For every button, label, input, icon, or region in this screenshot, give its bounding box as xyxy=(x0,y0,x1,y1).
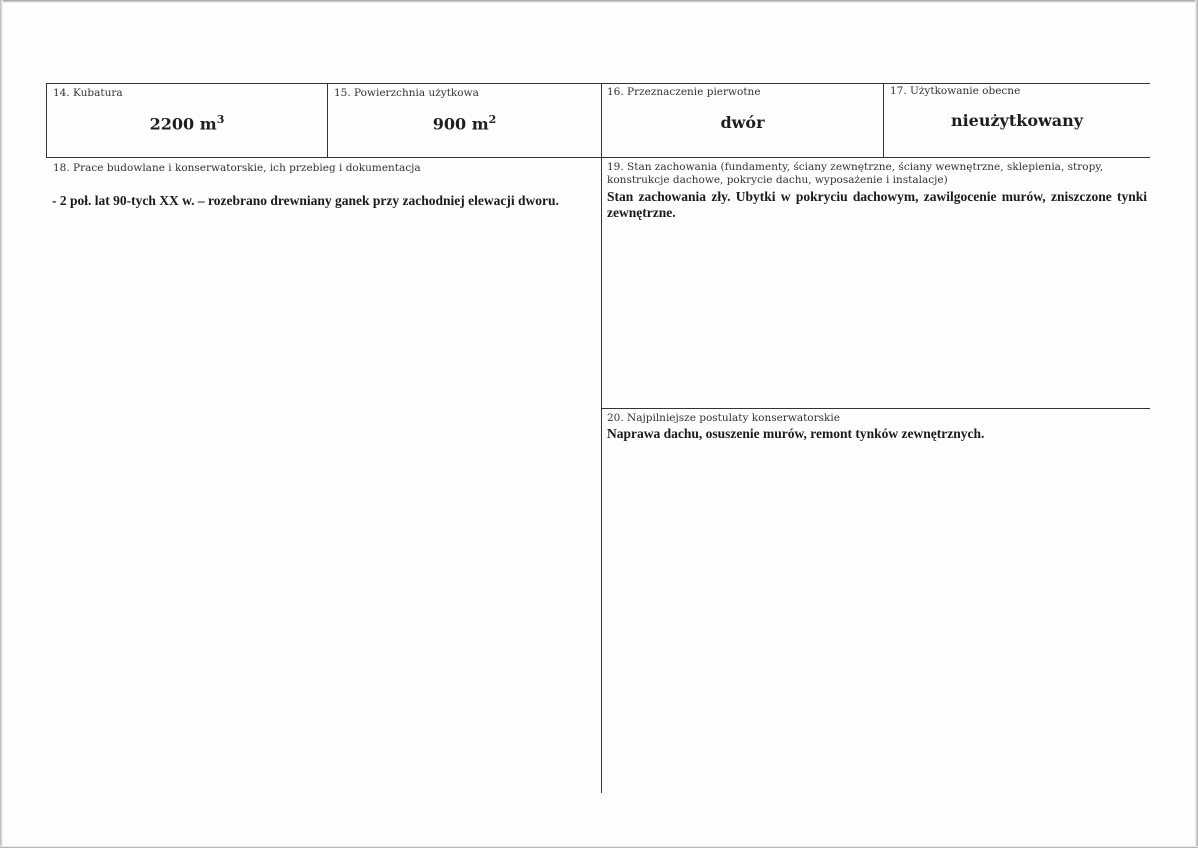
scan-edge xyxy=(0,0,3,848)
table-top-border xyxy=(46,83,1150,84)
field-14-value-text: 2200 m xyxy=(149,114,217,134)
field-18-value: - 2 poł. lat 90-tych XX w. – rozebrano drewniany ganek przy zachodniej elewacji dworu. xyxy=(52,193,559,208)
scan-edge xyxy=(0,0,1198,3)
field-14-value xyxy=(47,113,327,133)
field-18-label: 18. Prace budowlane i konserwatorskie, ich przebieg i dokumentacja xyxy=(53,162,421,174)
field-16-value: dwór xyxy=(720,113,765,132)
field-15-value xyxy=(328,113,601,133)
field-19-value: Stan zachowania zły. Ubytki w pokryciu dachowym, zawilgocenie murów, zniszczone tynki zewnętrzne. xyxy=(607,189,1147,220)
row-divider-1 xyxy=(46,157,1150,158)
column-divider-c xyxy=(601,83,602,793)
field-17-label: 17. Użytkowanie obecne xyxy=(890,85,1021,97)
field-19-label-line-2: konstrukcje dachowe, pokrycie dachu, wyposażenie i instalacje) xyxy=(607,174,948,186)
field-14-label: 14. Kubatura xyxy=(53,87,123,99)
field-15-unit-superscript: 2 xyxy=(488,113,497,126)
field-16-label: 16. Przeznaczenie pierwotne xyxy=(607,86,761,98)
field-14-unit-superscript: 3 xyxy=(216,113,225,126)
field-15-value-text: 900 m xyxy=(432,114,489,134)
field-20-label: 20. Najpilniejsze postulaty konserwatorskie xyxy=(607,412,840,424)
field-17-value: nieużytkowany xyxy=(950,111,1084,130)
row-divider-2 xyxy=(601,408,1150,409)
field-19-label-line-1: 19. Stan zachowania (fundamenty, ściany zewnętrzne, ściany wewnętrzne, sklepienia, stropy, xyxy=(607,161,1104,173)
field-15-label: 15. Powierzchnia użytkowa xyxy=(334,87,479,99)
field-20-value: Naprawa dachu, osuszenie murów, remont tynków zewnętrznych. xyxy=(607,426,985,441)
